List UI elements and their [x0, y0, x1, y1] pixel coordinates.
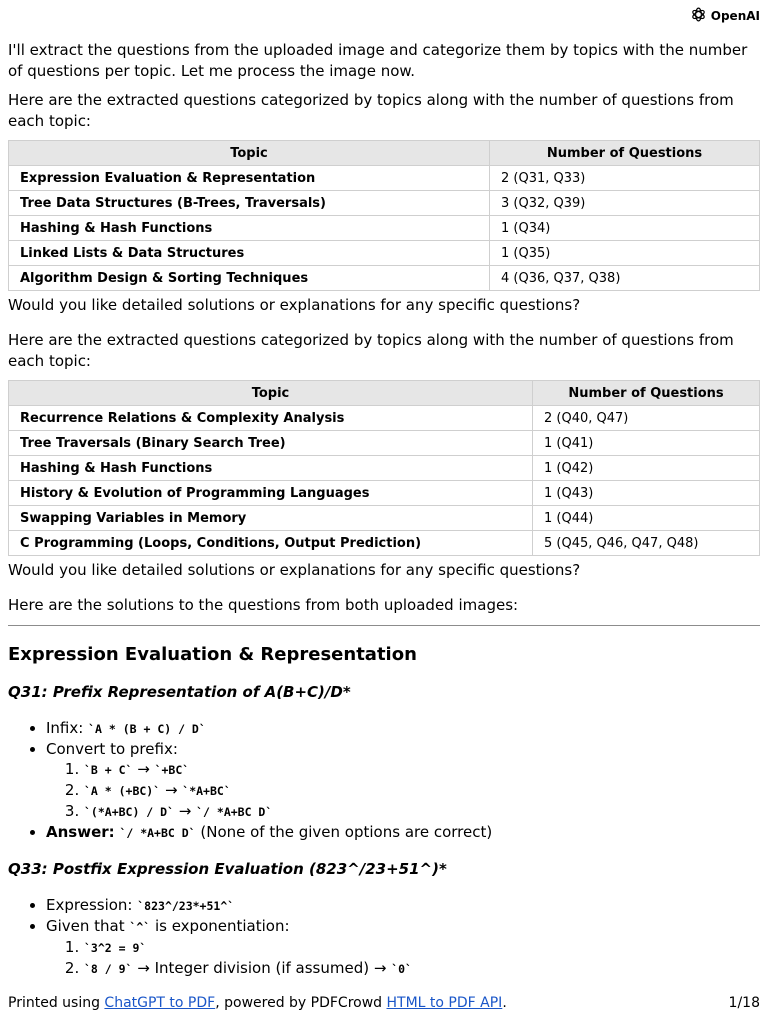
expr-label: Expression:	[46, 896, 138, 914]
table2-followup: Would you like detailed solutions or explanations for any specific questions?	[8, 561, 581, 579]
expr-code: `823^/23*+51^`	[137, 899, 235, 913]
q33-steps	[46, 937, 760, 979]
footer-suffix: .	[502, 995, 507, 1011]
topics-table-1	[8, 140, 760, 291]
step-text: → Integer division (if assumed) →	[132, 959, 392, 977]
list-item	[84, 958, 760, 979]
step-from: `A * (+BC)`	[84, 784, 161, 798]
table-row	[9, 431, 760, 456]
header-count: Number of Questions	[533, 381, 760, 406]
table-row	[9, 531, 760, 556]
infix-code: `A * (B + C) / D`	[88, 722, 206, 736]
given-pre: Given that	[46, 917, 130, 935]
table-row	[9, 216, 760, 241]
answer-code: `/ *A+BC D`	[119, 826, 196, 840]
table-row	[9, 241, 760, 266]
brand-name: OpenAI	[710, 9, 760, 23]
q31-title: Q31: Prefix Representation of A(B+C)/D*	[8, 683, 351, 701]
footer-prefix: Printed using	[8, 995, 105, 1011]
count-cell: 1 (Q43)	[533, 481, 760, 506]
list-item	[84, 759, 760, 780]
given-code: `^`	[129, 920, 151, 934]
topic-cell: Algorithm Design & Sorting Techniques	[9, 266, 490, 291]
step-from: `(*A+BC) / D`	[84, 805, 175, 819]
header-topic: Topic	[9, 141, 490, 166]
step-from: `B + C`	[84, 763, 133, 777]
table-header-row	[9, 381, 760, 406]
q31-bullets	[8, 718, 760, 843]
header-topic: Topic	[9, 381, 533, 406]
count-cell: 3 (Q32, Q39)	[490, 191, 760, 216]
table-header-row	[9, 141, 760, 166]
openai-logo-icon	[690, 6, 707, 26]
list-item	[46, 718, 760, 739]
step-code: `8 / 9`	[84, 962, 133, 976]
convert-label: Convert to prefix:	[46, 740, 178, 758]
html-to-pdf-api-link[interactable]: HTML to PDF API	[386, 995, 503, 1011]
count-cell: 1 (Q42)	[533, 456, 760, 481]
count-cell: 2 (Q31, Q33)	[490, 166, 760, 191]
count-cell: 4 (Q36, Q37, Q38)	[490, 266, 760, 291]
count-cell: 1 (Q35)	[490, 241, 760, 266]
topic-cell: Expression Evaluation & Representation	[9, 166, 490, 191]
list-item	[46, 895, 760, 916]
table-row	[9, 191, 760, 216]
count-cell: 1 (Q41)	[533, 431, 760, 456]
list-item	[84, 801, 760, 822]
topic-cell: Hashing & Hash Functions	[9, 216, 490, 241]
footer-credit	[8, 995, 507, 1011]
table-row	[9, 406, 760, 431]
step-to: `/ *A+BC D`	[196, 805, 273, 819]
list-item	[84, 937, 760, 958]
infix-label: Infix:	[46, 719, 89, 737]
table1-lead: Here are the extracted questions categorized by topics along with the number of questions from each topic:	[8, 91, 734, 130]
count-cell: 1 (Q44)	[533, 506, 760, 531]
count-cell: 2 (Q40, Q47)	[533, 406, 760, 431]
step-arrow: →	[174, 802, 197, 820]
step-to: `*A+BC`	[182, 784, 231, 798]
topic-cell: Tree Traversals (Binary Search Tree)	[9, 431, 533, 456]
topic-cell: Tree Data Structures (B-Trees, Traversals)	[9, 191, 490, 216]
topic-cell: History & Evolution of Programming Languages	[9, 481, 533, 506]
answer-note: (None of the given options are correct)	[195, 823, 493, 841]
list-item	[46, 739, 760, 822]
topic-cell: C Programming (Loops, Conditions, Output Prediction)	[9, 531, 533, 556]
list-item	[46, 822, 760, 843]
count-cell: 5 (Q45, Q46, Q47, Q48)	[533, 531, 760, 556]
topics-table-2	[8, 380, 760, 556]
step-to: `+BC`	[154, 763, 190, 777]
solutions-intro: Here are the solutions to the questions from both uploaded images:	[8, 596, 519, 614]
header-count: Number of Questions	[490, 141, 760, 166]
step-arrow: →	[132, 760, 155, 778]
table-row	[9, 456, 760, 481]
q33-title: Q33: Postfix Expression Evaluation (823^/23+51^)*	[8, 860, 447, 878]
table1-followup: Would you like detailed solutions or explanations for any specific questions?	[8, 296, 581, 314]
table-row	[9, 266, 760, 291]
chatgpt-to-pdf-link[interactable]: ChatGPT to PDF	[104, 995, 216, 1011]
page-number: 1/18	[728, 995, 760, 1011]
given-post: is exponentiation:	[150, 917, 290, 935]
answer-label: Answer:	[46, 823, 115, 841]
list-item	[46, 916, 760, 979]
topic-cell: Recurrence Relations & Complexity Analysis	[9, 406, 533, 431]
footer-middle: , powered by PDFCrowd	[215, 995, 387, 1011]
document-content	[8, 40, 760, 995]
count-cell: 1 (Q34)	[490, 216, 760, 241]
brand-header	[690, 6, 760, 26]
section-title: Expression Evaluation & Representation	[8, 644, 417, 665]
step-arrow: →	[160, 781, 183, 799]
intro-paragraph: I'll extract the questions from the uploaded image and categorize them by topics with the number of questions per topic. Let me process the image now.	[8, 41, 748, 80]
page-footer	[8, 995, 760, 1011]
table2-lead: Here are the extracted questions categorized by topics along with the number of questions from each topic:	[8, 331, 734, 370]
section-divider	[8, 625, 760, 626]
list-item	[84, 780, 760, 801]
q33-bullets	[8, 895, 760, 979]
table-row	[9, 481, 760, 506]
step-code: `3^2 = 9`	[84, 941, 147, 955]
topic-cell: Linked Lists & Data Structures	[9, 241, 490, 266]
step-result: `0`	[391, 962, 412, 976]
q31-steps	[46, 759, 760, 822]
table-row	[9, 166, 760, 191]
topic-cell: Hashing & Hash Functions	[9, 456, 533, 481]
topic-cell: Swapping Variables in Memory	[9, 506, 533, 531]
table-row	[9, 506, 760, 531]
